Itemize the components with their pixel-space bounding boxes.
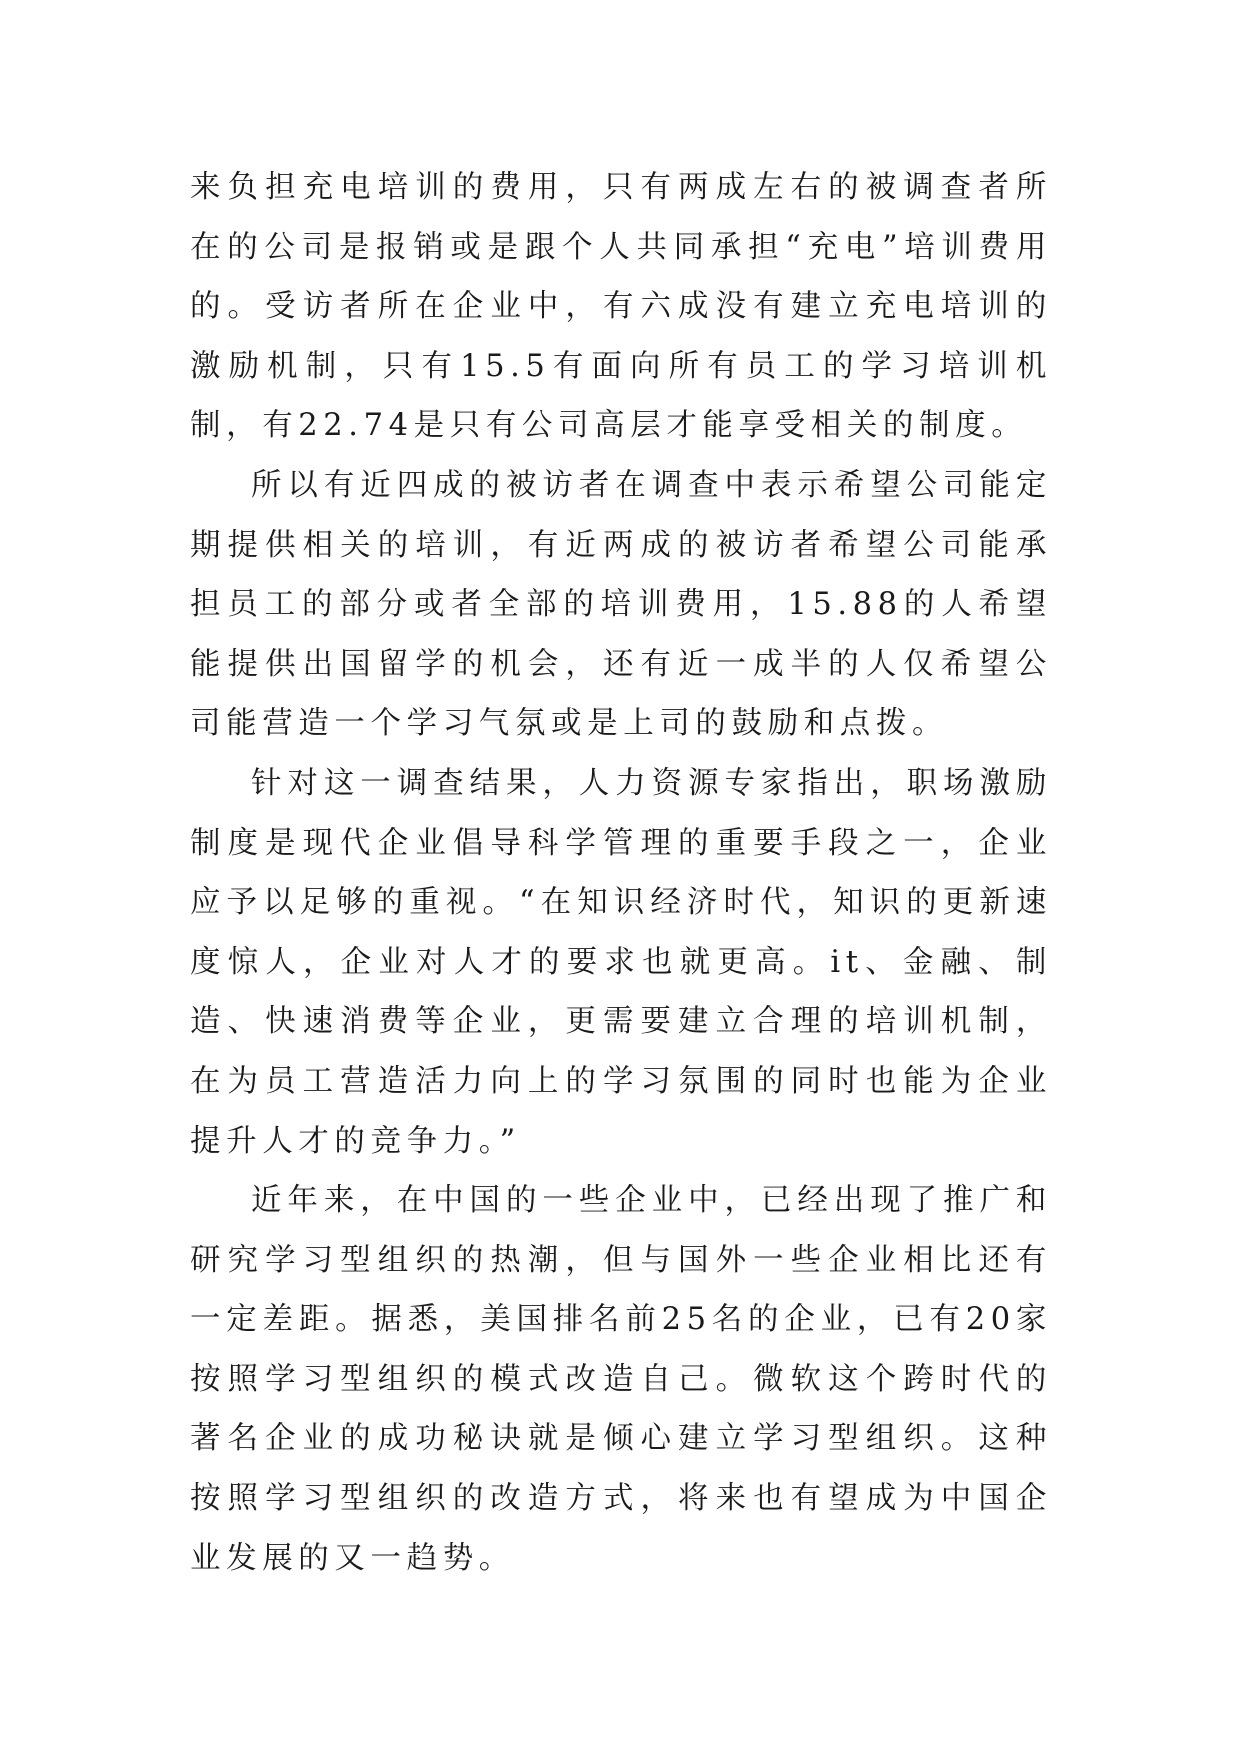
paragraph-2: 所以有近四成的被访者在调查中表示希望公司能定期提供相关的培训，有近两成的被访者希望公司能承担员工的部分或者全部的培训费用，15.88的人希望能提供出国留学的机会，还有近一成半的人仅希望公司能营造一个学习气氛或是上司的鼓励和点拨。 bbox=[190, 467, 1052, 742]
paragraph-4: 近年来，在中国的一些企业中，已经出现了推广和研究学习型组织的热潮，但与国外一些企业相比还有一定差距。据悉，美国排名前25名的企业，已有20家按照学习型组织的模式改造自己。微软这个跨时代的著名企业的成功秘诀就是倾心建立学习型组织。这种按照学习型组织的改造方式，将来也有望成为中国企业发展的又一趋势。 bbox=[190, 1183, 1052, 1576]
paragraph-3: 针对这一调查结果，人力资源专家指出，职场激励制度是现代企业倡导科学管理的重要手段之一，企业应予以足够的重视。“在知识经济时代，知识的更新速度惊人，企业对人才的要求也就更高。it、金融、制造、快速消费等企业，更需要建立合理的培训机制，在为员工营造活力向上的学习氛围的同时也能为企业提升人才的竞争力。” bbox=[190, 765, 1052, 1159]
paragraph-1: 来负担充电培训的费用，只有两成左右的被调查者所在的公司是报销或是跟个人共同承担“充电”培训费用的。受访者所在企业中，有六成没有建立充电培训的激励机制，只有15.5有面向所有员工的学习培训机制，有22.74是只有公司高层才能享受相关的制度。 bbox=[190, 170, 1052, 444]
document-body bbox=[190, 158, 1052, 1588]
